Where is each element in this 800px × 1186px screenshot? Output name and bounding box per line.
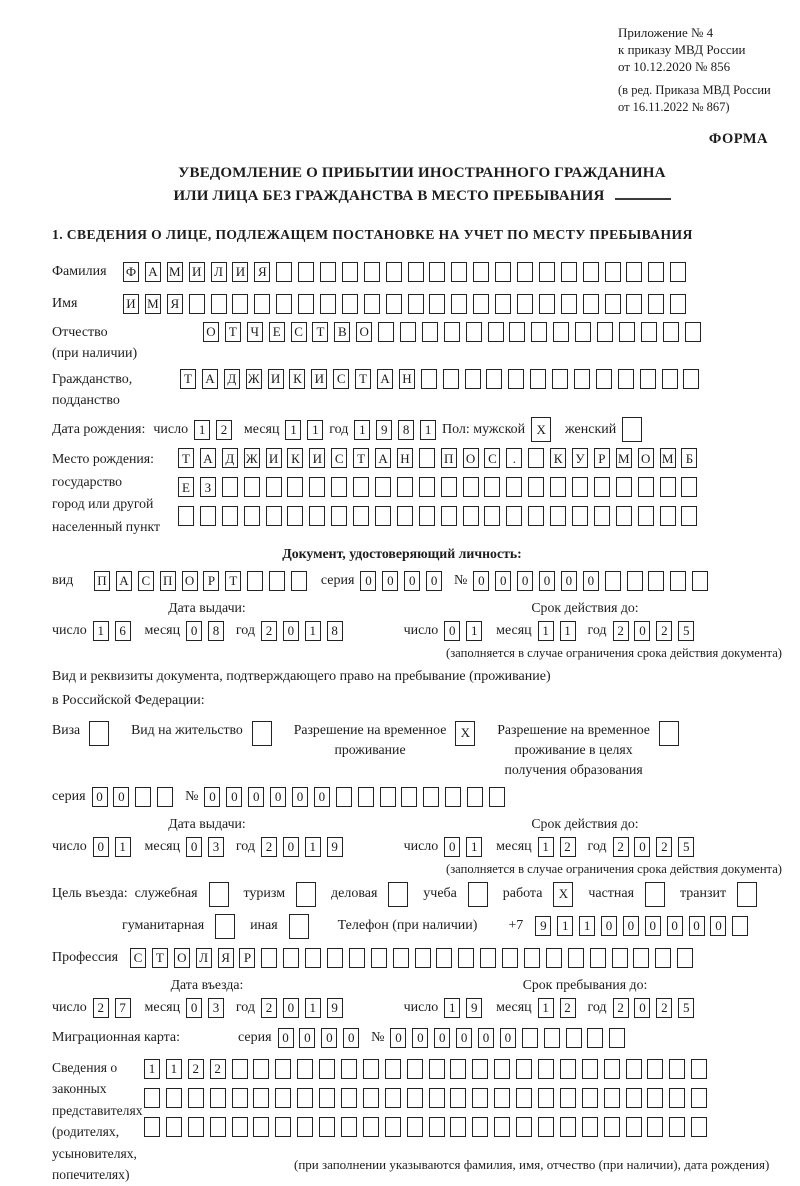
citizenship-label: Гражданство, подданство — [52, 372, 133, 409]
form-label: ФОРМА — [708, 131, 768, 148]
residence-expiry-month[interactable]: 1 2 — [538, 837, 582, 857]
birth-year-boxes[interactable]: 1 9 8 1 — [354, 420, 442, 440]
residence-expiry-note: (заполняется в случае ограничения срока действия документа) — [446, 861, 782, 876]
residence-doc-intro: Вид и реквизиты документа, подтверждающего право на пребывание (проживание) в Российской Федерации: — [52, 668, 551, 709]
residence-number-boxes[interactable]: 0 0 0 0 0 0 — [204, 787, 510, 807]
surname-row — [52, 258, 792, 285]
month-label: месяц — [243, 421, 280, 437]
purpose-label: Цель въезда: — [52, 886, 128, 902]
surname-label: Фамилия — [52, 263, 107, 279]
citizenship-row — [52, 369, 792, 411]
doc-expiry-month[interactable]: 1 1 — [538, 621, 582, 641]
phone-boxes[interactable]: 9 1 1 0 0 0 0 0 0 — [535, 916, 754, 936]
birthplace-label: Место рождения: государство город или другой населенный пункт — [52, 451, 161, 534]
blank-underline — [615, 198, 671, 200]
sex-female-label: женский — [565, 421, 617, 437]
doc-series-boxes[interactable]: 0 0 0 0 — [360, 571, 448, 591]
birth-day-boxes[interactable]: 1 2 — [194, 420, 238, 440]
doc-series-label: серия — [320, 573, 355, 589]
birthplace-row3-boxes[interactable] — [178, 506, 703, 526]
stay-day[interactable]: 1 9 — [444, 998, 488, 1018]
option-temp-residence-education: Разрешение на временное проживание в целях получения образования — [497, 720, 685, 780]
patronymic-row — [52, 322, 792, 364]
representatives-row3-boxes[interactable] — [144, 1117, 769, 1137]
migration-card-label: Миграционная карта: — [52, 1030, 181, 1046]
residence-issue-year[interactable]: 2 0 1 9 — [261, 837, 349, 857]
phone-prefix: +7 — [508, 918, 524, 934]
year-label: год — [329, 421, 349, 437]
expiry-heading: Срок действия до: — [531, 599, 639, 615]
purpose-private-checkbox[interactable] — [645, 882, 671, 907]
firstname-label: Имя — [52, 295, 78, 311]
representatives-row2-boxes[interactable] — [144, 1088, 769, 1108]
residence-dates-row: число 0 1 месяц 0 3 год 2 0 1 9 число 0 1 месяц 1 2 год 2 0 2 5 — [52, 834, 792, 861]
doc-number-label: № — [454, 573, 468, 589]
option-temp-residence: Разрешение на временное проживание X — [294, 720, 482, 760]
migration-number-boxes[interactable]: 0 0 0 0 0 0 — [390, 1028, 631, 1048]
residence-series-row — [52, 784, 792, 811]
purpose-tourism-checkbox[interactable] — [296, 882, 322, 907]
title-line1: УВЕДОМЛЕНИЕ О ПРИБЫТИИ ИНОСТРАННОГО ГРАЖДАНИНА — [178, 165, 666, 182]
doc-issue-year[interactable]: 2 0 1 8 — [261, 621, 349, 641]
entry-dates-headings: Дата въезда: Срок пребывания до: — [170, 976, 648, 992]
firstname-row — [52, 290, 792, 317]
entry-year[interactable]: 2 0 1 9 — [261, 998, 349, 1018]
day-label: число — [153, 421, 189, 437]
residence-doc-options — [52, 720, 792, 780]
doc-issue-day[interactable]: 1 6 — [93, 621, 137, 641]
temp-residence-checkbox[interactable]: X — [455, 721, 481, 746]
purpose-other-checkbox[interactable] — [289, 914, 315, 939]
doc-expiry-day[interactable]: 0 1 — [444, 621, 488, 641]
representatives-row1-boxes[interactable]: 1 1 2 2 — [144, 1059, 769, 1079]
option-visa: Виза — [52, 720, 115, 746]
appendix-line: к приказу МВД России — [618, 42, 746, 58]
profession-label: Профессия — [52, 950, 119, 966]
residence-expiry-year[interactable]: 2 0 2 5 — [613, 837, 701, 857]
doc-expiry-note: (заполняется в случае ограничения срока действия документа) — [446, 645, 782, 660]
residence-series-label: серия — [52, 789, 86, 805]
citizenship-boxes[interactable]: Т А Д Ж И К И С Т А Н — [180, 369, 705, 389]
option-residence-permit: Вид на жительство — [131, 720, 278, 746]
appendix-line: Приложение № 4 — [618, 25, 714, 40]
patronymic-boxes[interactable]: О Т Ч Е С Т В О — [203, 322, 706, 342]
residence-permit-checkbox[interactable] — [252, 721, 278, 746]
purpose-humanitarian-checkbox[interactable] — [215, 914, 241, 939]
surname-boxes[interactable]: Ф А М И Л И Я — [123, 262, 692, 282]
identity-doc-row — [52, 568, 792, 595]
purpose-business-checkbox[interactable] — [388, 882, 414, 907]
representatives-note: (при заполнении указываются фамилия, имя, отчество (при наличии), дата рождения) — [294, 1156, 770, 1172]
residence-series-boxes[interactable]: 0 0 — [92, 787, 180, 807]
profession-boxes[interactable]: С Т О Л Я Р — [130, 948, 699, 968]
migration-series-boxes[interactable]: 0 0 0 0 — [278, 1028, 366, 1048]
doc-issue-month[interactable]: 0 8 — [186, 621, 230, 641]
birthplace-block — [52, 448, 792, 537]
firstname-boxes[interactable]: И М Я — [123, 294, 692, 314]
birthdate-label: Дата рождения: — [52, 421, 146, 437]
birthplace-row2-boxes[interactable]: Е З — [178, 477, 703, 497]
entry-day[interactable]: 2 7 — [93, 998, 137, 1018]
visa-checkbox[interactable] — [89, 721, 115, 746]
form-title — [52, 162, 792, 207]
issue-heading: Дата выдачи: — [168, 599, 246, 615]
doc-number-boxes[interactable]: 0 0 0 0 0 0 — [473, 571, 714, 591]
representatives-label: Сведения о законных представителях (родителях, усыновителях, попечителях) — [52, 1059, 143, 1183]
residence-issue-day[interactable]: 0 1 — [93, 837, 137, 857]
residence-issue-month[interactable]: 0 3 — [186, 837, 230, 857]
identity-doc-heading: Документ, удостоверяющий личность: — [282, 545, 522, 561]
doc-dates-headings — [52, 600, 792, 616]
doc-kind-label: вид — [52, 573, 74, 589]
migration-card-row: Миграционная карта: серия 0 0 0 0 № 0 0 0 0 0 0 — [52, 1025, 792, 1052]
title-line2: ИЛИ ЛИЦА БЕЗ ГРАЖДАНСТВА В МЕСТО ПРЕБЫВАНИЯ — [52, 185, 792, 208]
profession-row — [52, 945, 792, 972]
appendix-note — [618, 24, 792, 115]
purpose-study-checkbox[interactable] — [468, 882, 494, 907]
sex-male-label: Пол: мужской — [441, 421, 526, 437]
purpose-official-checkbox[interactable] — [209, 882, 235, 907]
appendix-line: от 10.12.2020 № 856 — [618, 59, 731, 75]
sex-female-checkbox[interactable] — [622, 417, 648, 442]
birthdate-row — [52, 416, 792, 443]
doc-dates-row: число 1 6 месяц 0 8 год 2 0 1 8 число 0 1 месяц 1 1 год 2 0 2 5 — [52, 618, 792, 645]
doc-kind-boxes[interactable]: П А С П О Р Т — [94, 571, 313, 591]
purpose-row2-phone: гуманитарная иная Телефон (при наличии) +7 9 1 1 0 0 0 0 0 0 — [122, 913, 792, 940]
birthplace-row1-boxes[interactable]: Т А Д Ж И К И С Т А Н П О С . К У Р М О М Б — [178, 448, 703, 468]
doc-expiry-year[interactable]: 2 0 2 5 — [613, 621, 701, 641]
stay-month[interactable]: 1 2 — [538, 998, 582, 1018]
temp-residence-education-checkbox[interactable] — [659, 721, 685, 746]
purpose-transit-checkbox[interactable] — [737, 882, 763, 907]
representatives-block — [52, 1057, 792, 1186]
entry-dates-row: число 2 7 месяц 0 3 год 2 0 1 9 число 1 9 месяц 1 2 год 2 0 2 5 — [52, 995, 792, 1022]
birth-month-boxes[interactable]: 1 1 — [285, 420, 329, 440]
residence-dates-headings: Дата выдачи: Срок действия до: — [168, 815, 639, 831]
entry-month[interactable]: 0 3 — [186, 998, 230, 1018]
section1-heading: 1. СВЕДЕНИЯ О ЛИЦЕ, ПОДЛЕЖАЩЕМ ПОСТАНОВКЕ НА УЧЕТ ПО МЕСТУ ПРЕБЫВАНИЯ — [52, 227, 693, 243]
stay-year[interactable]: 2 0 2 5 — [613, 998, 701, 1018]
patronymic-label: Отчество (при наличии) — [52, 325, 138, 362]
residence-expiry-day[interactable]: 0 1 — [444, 837, 488, 857]
residence-number-label: № — [185, 789, 199, 805]
purpose-work-checkbox[interactable]: X — [553, 882, 579, 907]
phone-label: Телефон (при наличии) — [337, 918, 478, 934]
visit-purpose-row: Цель въезда: служебная туризм деловая учеба работа X частная транзит — [52, 881, 792, 908]
sex-male-checkbox[interactable]: X — [531, 417, 557, 442]
edition-line: от 16.11.2022 № 867) — [618, 99, 730, 114]
edition-line: (в ред. Приказа МВД России — [618, 83, 771, 98]
